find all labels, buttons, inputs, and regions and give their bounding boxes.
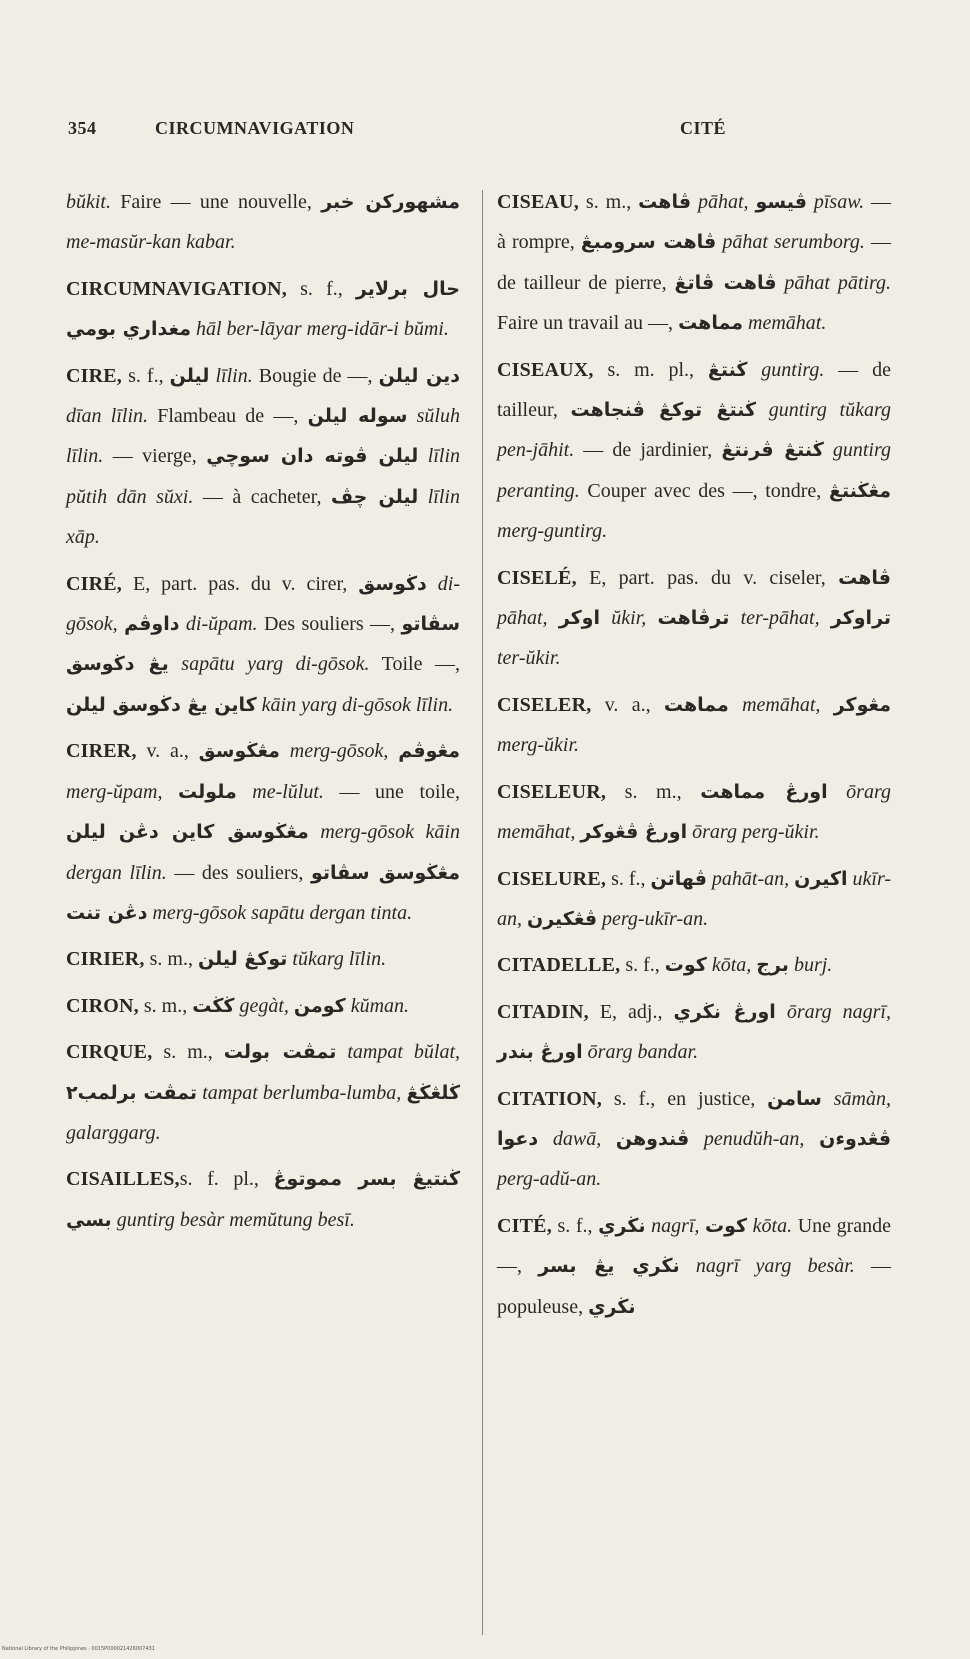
- jawi-script: اورڠ نڬري: [673, 1000, 776, 1023]
- transliteration: ōrarg bandar.: [582, 1041, 699, 1064]
- transliteration: guntirg peranting.: [497, 439, 891, 502]
- jawi-script: اورڠ مماهت: [700, 780, 828, 803]
- jawi-script: اورڠ بندر: [497, 1041, 583, 1064]
- transliteration: ter-ŭkir.: [497, 647, 561, 670]
- transliteration: kŭman.: [345, 994, 410, 1017]
- entry-headword: CIRER,: [66, 740, 137, 763]
- column-divider: [482, 190, 483, 1635]
- definition-text: [548, 607, 559, 629]
- definition-text: Couper avec des —, tondre,: [579, 479, 829, 502]
- transliteration: memāhat,: [728, 693, 821, 716]
- jawi-script: ليلن چڤ: [331, 485, 419, 508]
- definition-text: — de tailleur,: [497, 358, 891, 422]
- definition-text: — à cacheter,: [193, 485, 332, 508]
- definition-text: Toile —,: [369, 653, 460, 676]
- jawi-script: ڬنتڠ توكڠ ڤنجاهت: [570, 399, 757, 422]
- dictionary-entry: [497, 859, 891, 940]
- transliteration: tampat berlumba-lumba,: [197, 1081, 402, 1104]
- transliteration: kōta.: [747, 1214, 793, 1237]
- transliteration: pahāt-an,: [706, 867, 790, 890]
- definition-text: v. a.,: [591, 693, 664, 716]
- transliteration: tampat bŭlat,: [336, 1041, 461, 1064]
- entry-headword: CISELÉ,: [497, 566, 577, 589]
- dictionary-entry: [66, 269, 460, 350]
- definition-text: s. f.,: [606, 867, 651, 890]
- entry-headword: CITADIN,: [497, 1000, 589, 1023]
- definition-text: — vierge,: [103, 445, 207, 468]
- jawi-script: مڠڬوسق كاين دڠن ليلن: [66, 821, 309, 844]
- transliteration: merg-gōsok sapātu dergan tinta.: [147, 901, 413, 924]
- transliteration: līlin xāp.: [66, 485, 460, 549]
- definition-text: [820, 607, 831, 629]
- definition-text: s. f., en justice,: [601, 1087, 768, 1110]
- transliteration: pāhat,: [691, 191, 749, 213]
- dictionary-entry: [66, 356, 460, 558]
- definition-text: s. f.,: [122, 364, 170, 387]
- transliteration: di-ŭpam.: [179, 613, 258, 636]
- transliteration: me-lŭlut.: [236, 780, 324, 803]
- transliteration: memāhat.: [743, 312, 827, 335]
- transliteration: līlin pŭtih dān sŭxi.: [66, 445, 461, 508]
- transliteration: dawā,: [538, 1127, 602, 1150]
- left-column: [66, 182, 460, 1246]
- dictionary-entry: [66, 182, 460, 263]
- definition-text: s. m.,: [138, 994, 193, 1017]
- jawi-script: ليلن ڤوته دان سوچي: [206, 445, 419, 468]
- transliteration: guntirg.: [747, 358, 825, 381]
- entry-headword: CIRON,: [66, 994, 139, 1017]
- transliteration: merg-ŭpam,: [66, 780, 163, 803]
- jawi-script: نڬري: [598, 1214, 646, 1237]
- jawi-script: توكڠ ليلن: [197, 948, 288, 971]
- jawi-script: ڤاهت ڤاتڠ: [674, 271, 777, 294]
- jawi-script: ڤڠكيرن: [527, 907, 598, 930]
- jawi-script: ڬلڠڬڠ: [406, 1081, 461, 1104]
- definition-text: v. a.,: [136, 740, 199, 763]
- jawi-script: تمڤت بولت: [223, 1041, 337, 1064]
- jawi-script: كومن: [293, 994, 346, 1017]
- entry-headword: CITATION,: [497, 1087, 602, 1110]
- jawi-script: ملولت: [178, 780, 237, 803]
- definition-text: Des souliers —,: [257, 613, 402, 636]
- definition-text: — de tailleur de pierre,: [497, 231, 892, 294]
- jawi-script: تراوكر: [830, 607, 892, 630]
- dictionary-entry: [497, 945, 891, 985]
- jawi-script: اوكر: [558, 607, 601, 630]
- definition-text: Flambeau de —,: [148, 405, 308, 428]
- entry-headword: CISAILLES,: [66, 1168, 180, 1191]
- definition-text: — à rompre,: [497, 191, 892, 254]
- transliteration: pāhat,: [497, 607, 548, 630]
- jawi-script: مڠڬوسق سڤاتو دڠن تنت: [66, 861, 460, 924]
- transliteration: tŭkarg līlin.: [287, 948, 387, 971]
- transliteration: di-gōsok,: [66, 572, 460, 636]
- entry-headword: CIRQUE,: [66, 1041, 153, 1064]
- definition-text: Faire un travail au —,: [497, 312, 679, 335]
- definition-text: — des souliers,: [166, 861, 311, 884]
- jawi-script: نڬري يڠ بسر: [538, 1255, 680, 1278]
- definition-text: E, part. pas. du v. cirer,: [122, 572, 359, 595]
- right-column: [497, 182, 891, 1333]
- definition-text: s. m.,: [144, 948, 198, 971]
- jawi-script: ڤاهت: [638, 191, 692, 213]
- entry-headword: CITADELLE,: [497, 954, 621, 977]
- definition-text: s. f.,: [287, 277, 356, 300]
- jawi-script: حال برلاير مغداري بومي: [66, 277, 460, 341]
- transliteration: ukīr-an,: [497, 867, 892, 930]
- definition-text: Faire — une nouvelle,: [111, 191, 322, 213]
- jawi-script: مشهوركن خبر: [321, 191, 460, 213]
- dictionary-entry: [66, 564, 460, 726]
- jawi-script: ڬنتيڠ بسر مموتوڠ بسي: [66, 1168, 460, 1231]
- transliteration: nagrī,: [645, 1214, 700, 1237]
- jawi-script: ترڤاهت: [657, 607, 730, 630]
- transliteration: merg-guntirg.: [497, 520, 608, 543]
- jawi-script: ليلن: [169, 364, 210, 387]
- definition-text: E, adj.,: [588, 1000, 674, 1023]
- entry-headword: CIRÉ,: [66, 572, 123, 595]
- transliteration: merg-ŭkir.: [497, 734, 580, 757]
- definition-text: E, part. pas. du v. ciseler,: [576, 566, 839, 589]
- jawi-script: مماهت: [663, 693, 729, 716]
- jawi-script: سامن: [767, 1087, 822, 1110]
- entry-headword: CISELURE,: [497, 867, 607, 890]
- transliteration: nagrī yarg besàr.: [679, 1255, 855, 1278]
- definition-text: s. m.,: [578, 191, 639, 213]
- entry-headword: CIRIER,: [66, 948, 145, 971]
- definition-text: — de jardinier,: [574, 439, 722, 462]
- definition-text: s. m. pl.,: [593, 358, 708, 381]
- jawi-script: مڠوڤم: [398, 740, 460, 763]
- entry-headword: CISELEUR,: [497, 780, 607, 803]
- entry-headword: CISEAUX,: [497, 358, 594, 381]
- definition-text: [601, 1128, 616, 1150]
- transliteration: guntirg besàr memŭtung besī.: [111, 1208, 355, 1231]
- transliteration: penudŭh-an,: [689, 1127, 805, 1150]
- definition-text: s. m.,: [152, 1041, 224, 1064]
- running-head-right: CITÉ: [680, 118, 727, 138]
- jawi-script: دعوا: [497, 1127, 539, 1150]
- transliteration: hāl ber-lāyar merg-idār-i bŭmi.: [190, 318, 449, 341]
- transliteration: kāin yarg di-gōsok līlin.: [256, 693, 454, 716]
- jawi-script: كاين يڠ دڬوسق ليلن: [66, 693, 257, 716]
- entry-headword: CITÉ,: [497, 1214, 552, 1237]
- transliteration: pāhat pātirg.: [776, 271, 891, 294]
- jawi-script: كوت: [664, 954, 707, 977]
- jawi-script: تمڤت برلمب٢: [66, 1081, 198, 1104]
- definition-text: [646, 607, 657, 629]
- transliteration: līlin.: [209, 364, 253, 387]
- transliteration: me-masŭr-kan kabar.: [66, 231, 236, 254]
- transliteration: sŭluh līlin.: [66, 405, 460, 468]
- dictionary-entry: [66, 731, 460, 933]
- dictionary-entry: [497, 1206, 891, 1327]
- transliteration: dīan līlin.: [66, 405, 148, 428]
- entry-headword: CISELER,: [497, 693, 592, 716]
- jawi-script: ڬنتڠ ڤرنتڠ: [721, 439, 824, 462]
- transliteration: sāmàn,: [821, 1087, 891, 1110]
- dictionary-entry: [66, 1159, 460, 1240]
- jawi-script: نڬري: [588, 1295, 636, 1318]
- jawi-script: ڤڠدوءن: [819, 1127, 892, 1150]
- transliteration: bŭkit.: [66, 191, 111, 213]
- jawi-script: ڬنتڠ: [707, 358, 748, 381]
- transliteration: galarggarg.: [66, 1121, 161, 1144]
- jawi-script: برج: [756, 954, 789, 977]
- jawi-script: ڤندوهن: [615, 1127, 690, 1150]
- definition-text: — une toile,: [323, 780, 460, 803]
- running-head-left: CIRCUMNAVIGATION: [155, 118, 355, 138]
- transliteration: ōrarg memāhat,: [497, 780, 891, 844]
- dictionary-entry: [497, 182, 891, 344]
- dictionary-entry: [497, 685, 891, 766]
- dictionary-entry: [497, 558, 891, 679]
- jawi-script: سڤاتو يڠ دڬوسق: [66, 613, 461, 676]
- jawi-script: ڬڬت: [192, 994, 235, 1017]
- dictionary-entry: [66, 986, 460, 1026]
- jawi-script: كوت: [705, 1214, 748, 1237]
- transliteration: sapātu yarg di-gōsok.: [168, 653, 370, 676]
- transliteration: gegàt,: [234, 994, 289, 1017]
- definition-text: s. f.,: [620, 954, 665, 977]
- entry-headword: CIRE,: [66, 364, 123, 387]
- jawi-script: مڠڬوسق: [198, 740, 280, 763]
- definition-text: [388, 740, 398, 762]
- definition-text: Bougie de —,: [252, 364, 379, 387]
- transliteration: burj.: [788, 954, 833, 977]
- transliteration: ŭkir,: [600, 607, 647, 630]
- transliteration: ōrarg nagrī,: [775, 1000, 891, 1023]
- definition-text: s. f. pl.,: [179, 1168, 274, 1191]
- transliteration: pāhat serumborg.: [716, 231, 865, 254]
- dictionary-entry: [497, 772, 891, 853]
- transliteration: perg-ukīr-an.: [597, 907, 709, 930]
- dictionary-entry: [66, 939, 460, 979]
- dictionary-entry: [497, 992, 891, 1073]
- dictionary-entry: [66, 1032, 460, 1153]
- jawi-script: اكيرن: [794, 867, 848, 890]
- transliteration: merg-gōsok,: [279, 740, 389, 763]
- dictionary-entry: [497, 1079, 891, 1200]
- jawi-script: دڬوسق: [358, 572, 427, 595]
- jawi-script: داوڤم: [124, 613, 180, 636]
- jawi-script: مڠوكر: [833, 693, 892, 716]
- definition-text: [804, 1128, 819, 1150]
- definition-text: [162, 781, 178, 803]
- transliteration: pīsaw.: [806, 191, 865, 213]
- jawi-script: سوله ليلن: [307, 405, 408, 428]
- transliteration: guntirg tŭkarg pen-jāhit.: [497, 399, 891, 462]
- jawi-script: دين ليلن: [378, 364, 461, 387]
- transliteration: ter-pāhat,: [729, 607, 820, 630]
- dictionary-entry: [497, 350, 891, 552]
- jawi-script: ڤيسو: [755, 191, 807, 213]
- transliteration: perg-adŭ-an.: [497, 1168, 602, 1191]
- transliteration: kōta,: [706, 954, 752, 977]
- entry-headword: CISEAU,: [497, 191, 579, 213]
- definition-text: — populeuse,: [497, 1255, 892, 1318]
- page-number: 354: [68, 118, 97, 138]
- jawi-script: ڤاهت: [838, 566, 891, 589]
- jawi-script: اورڠ ڤڠوكر: [580, 821, 688, 844]
- jawi-script: مماهت: [678, 312, 743, 335]
- jawi-script: ڤهاتن: [650, 867, 707, 890]
- jawi-script: مڠڬنتڠ: [828, 479, 891, 502]
- jawi-script: ڤاهت سرومبڠ: [580, 231, 717, 254]
- entry-headword: CIRCUMNAVIGATION,: [66, 277, 288, 300]
- transliteration: merg-gōsok kāin dergan līlin.: [66, 821, 460, 884]
- definition-text: [820, 694, 833, 716]
- transliteration: ōrarg perg-ŭkir.: [687, 821, 820, 844]
- definition-text: s. m.,: [606, 780, 701, 803]
- definition-text: Une grande —,: [497, 1214, 892, 1278]
- definition-text: s. f.,: [551, 1214, 599, 1237]
- library-credit: National Library of the Philippines · 0015P000021426007431: [2, 1646, 155, 1652]
